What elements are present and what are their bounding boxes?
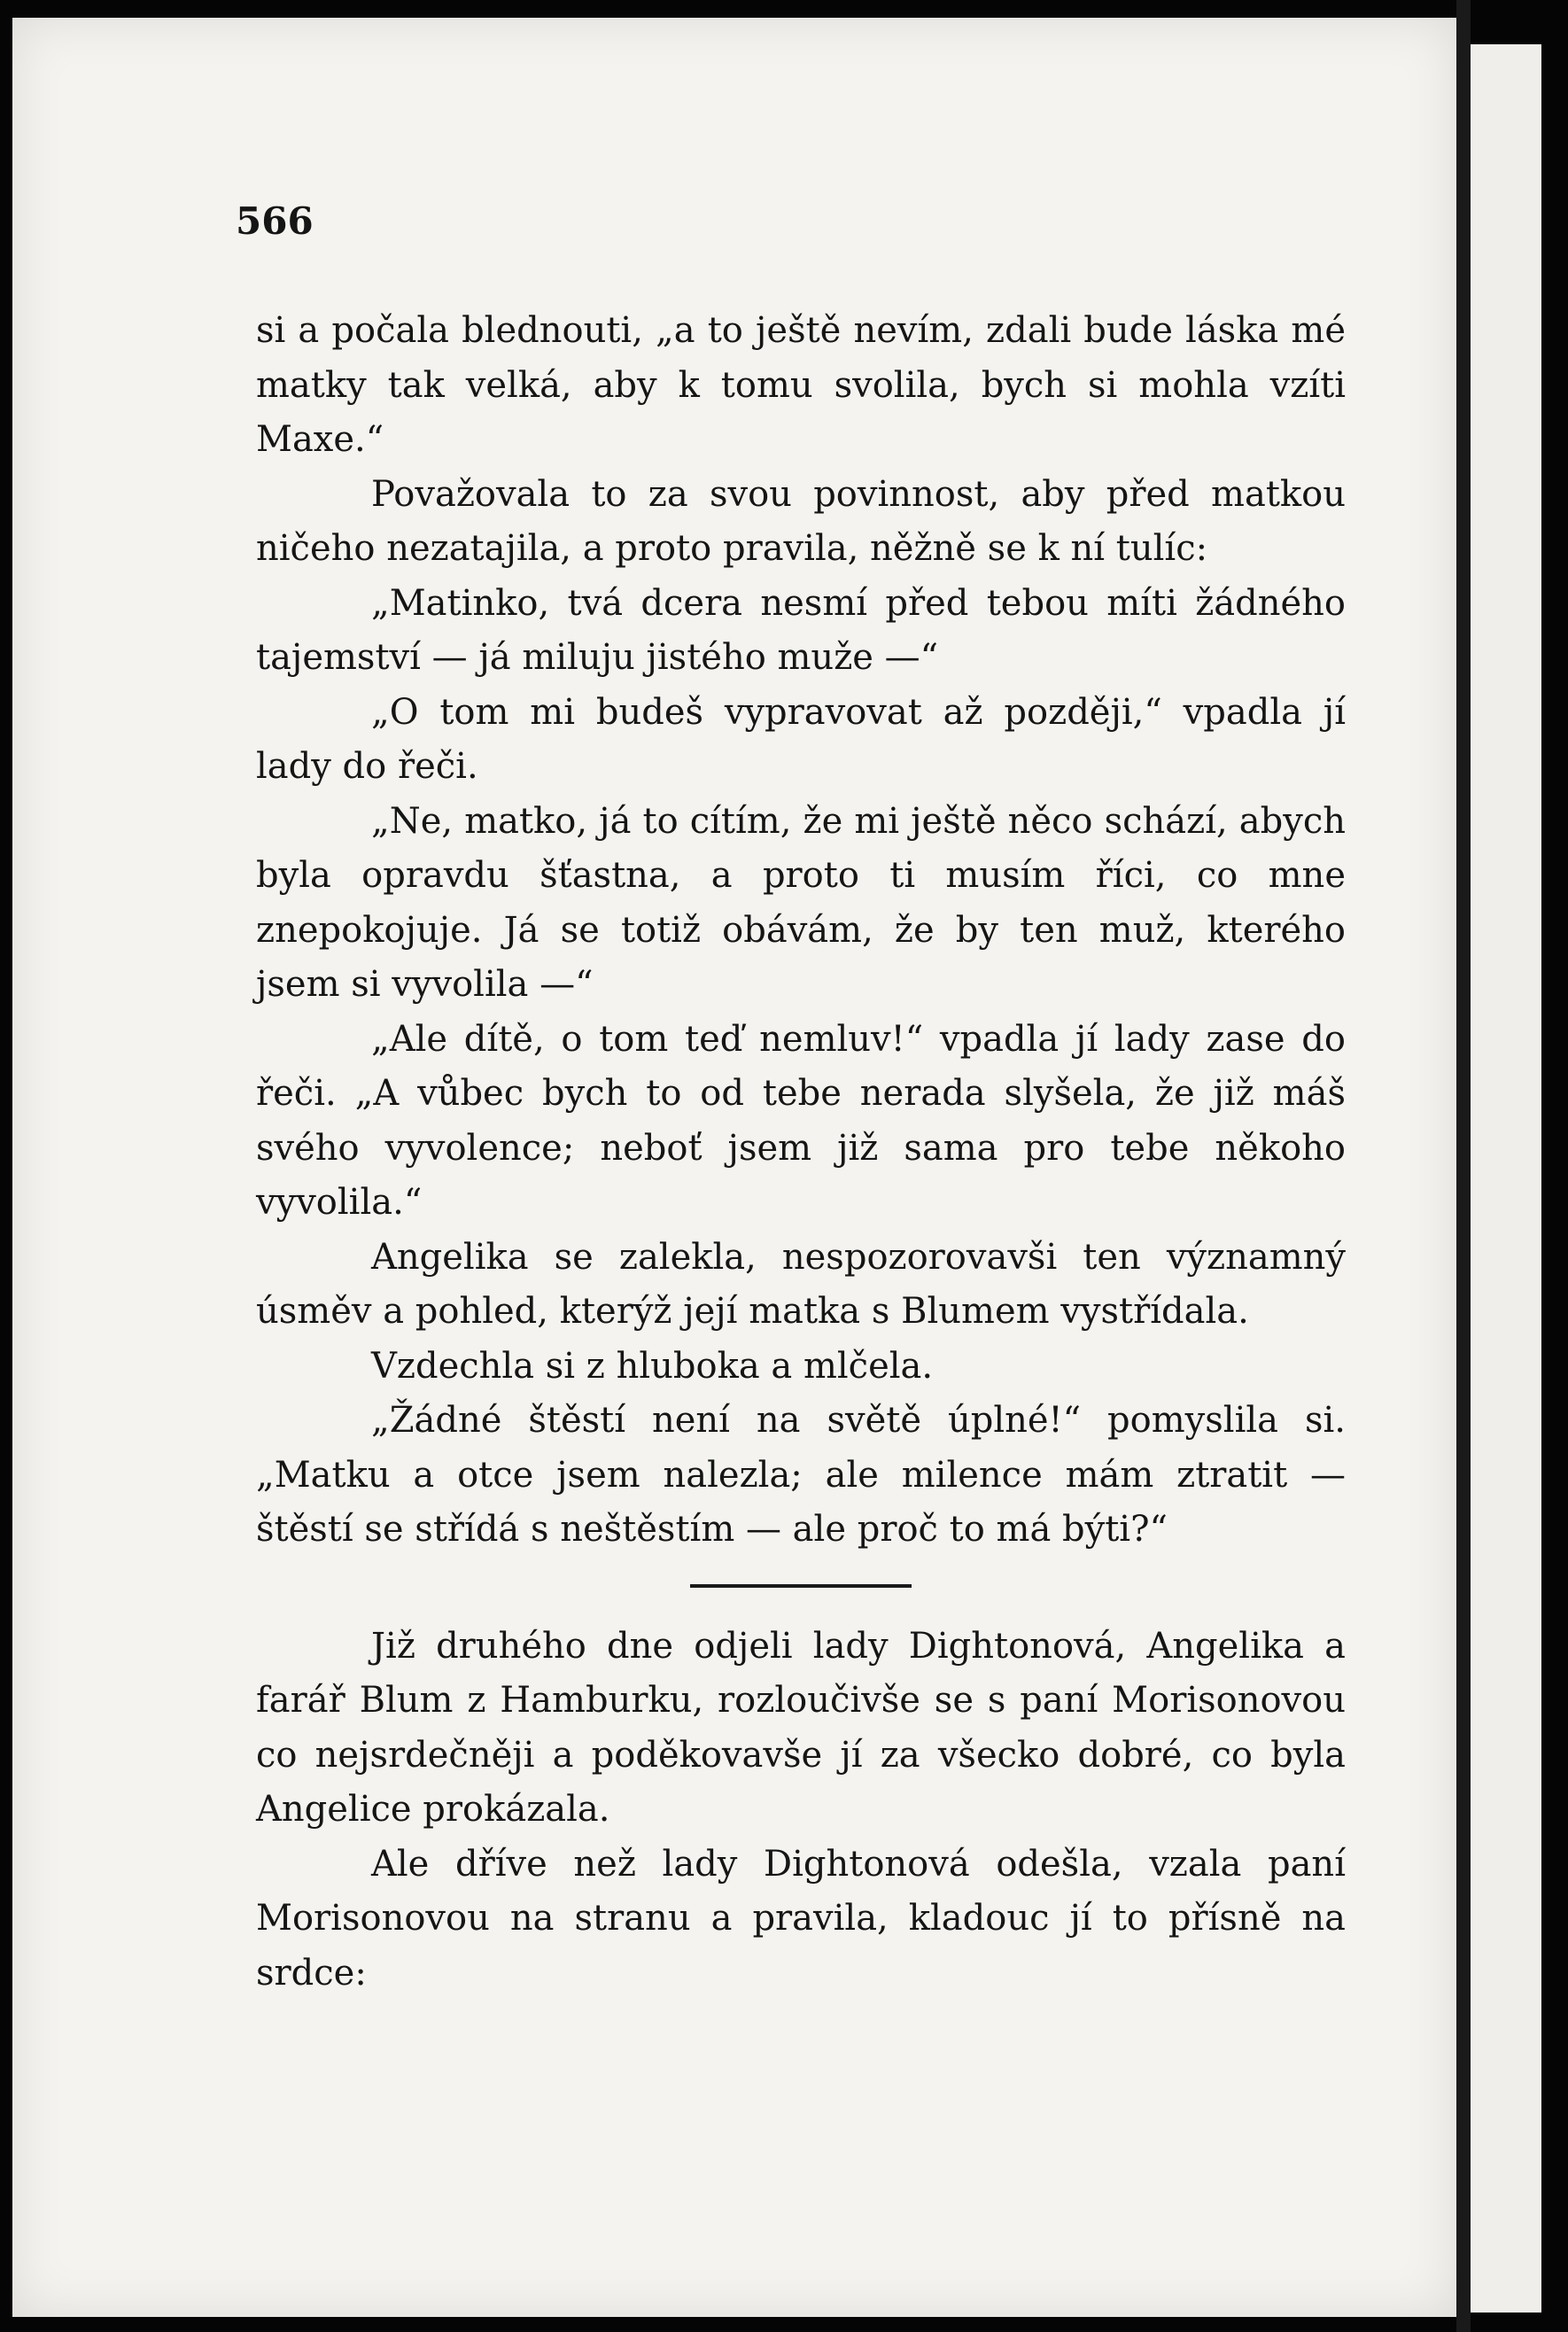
page-number: 566 <box>236 199 314 243</box>
paragraph: „O tom mi budeš vypravovat až později,“ vpadla jí lady do řeči. <box>256 691 1346 787</box>
paragraph: Ale dříve než lady Dightonová odešla, vzala paní Morisonovou na stranu a pravila, kladouc jí to přísně na srdce: <box>256 1843 1346 1994</box>
paragraph: Již druhého dne odjeli lady Dightonová, Angelika a farář Blum z Hamburku, rozloučivše se s paní Morisonovou co nejsrdečněji a poděkovavše jí za všecko dobré, co byla Angelice prokázala. <box>256 1625 1346 1830</box>
section-separator <box>690 1584 912 1588</box>
book-gutter <box>1456 0 1471 2332</box>
paragraph: „Ale dítě, o tom teď nemluv!“ vpadla jí lady zase do řeči. „A vůbec bych to od tebe nerada slyšela, že již máš svého vyvolence; neboť jsem již sama pro tebe někoho vyvolila.“ <box>256 1018 1346 1223</box>
paragraph: „Žádné štěstí není na světě úplné!“ pomyslila si. „Matku a otce jsem nalezla; ale milence mám ztratit — štěstí se střídá s neštěstím — ale proč to má býti?“ <box>256 1400 1346 1550</box>
paragraph: Angelika se zalekla, nespozorovavši ten významný úsměv a pohled, kterýž její matka s Blumem vystřídala. <box>256 1236 1346 1332</box>
paragraph: „Ne, matko, já to cítím, že mi ještě něco schází, abych byla opravdu šťastna, a proto ti musím říci, co mne znepokojuje. Já se totiž obávám, že by ten muž, kterého jsem si vyvolila —“ <box>256 800 1346 1005</box>
book-page <box>12 18 1456 2317</box>
text-before-separator <box>256 304 1346 1558</box>
page-text <box>256 304 1346 2001</box>
paragraph: Vzdechla si z hluboka a mlčela. <box>371 1345 934 1387</box>
paragraph: Považovala to za svou povinnost, aby před matkou ničeho nezatajila, a proto pravila, něžně se k ní tulíc: <box>256 473 1346 569</box>
text-after-separator <box>256 1620 1346 2002</box>
paragraph: „Matinko, tvá dcera nesmí před tebou míti žádného tajemství — já miluju jistého muže —“ <box>256 582 1346 678</box>
facing-page-edge <box>1471 44 1541 2313</box>
paragraph: si a počala blednouti, „a to ještě nevím, zdali bude láska mé matky tak velká, aby k tomu svolila, bych si mohla vzíti Maxe.“ <box>256 310 1346 460</box>
